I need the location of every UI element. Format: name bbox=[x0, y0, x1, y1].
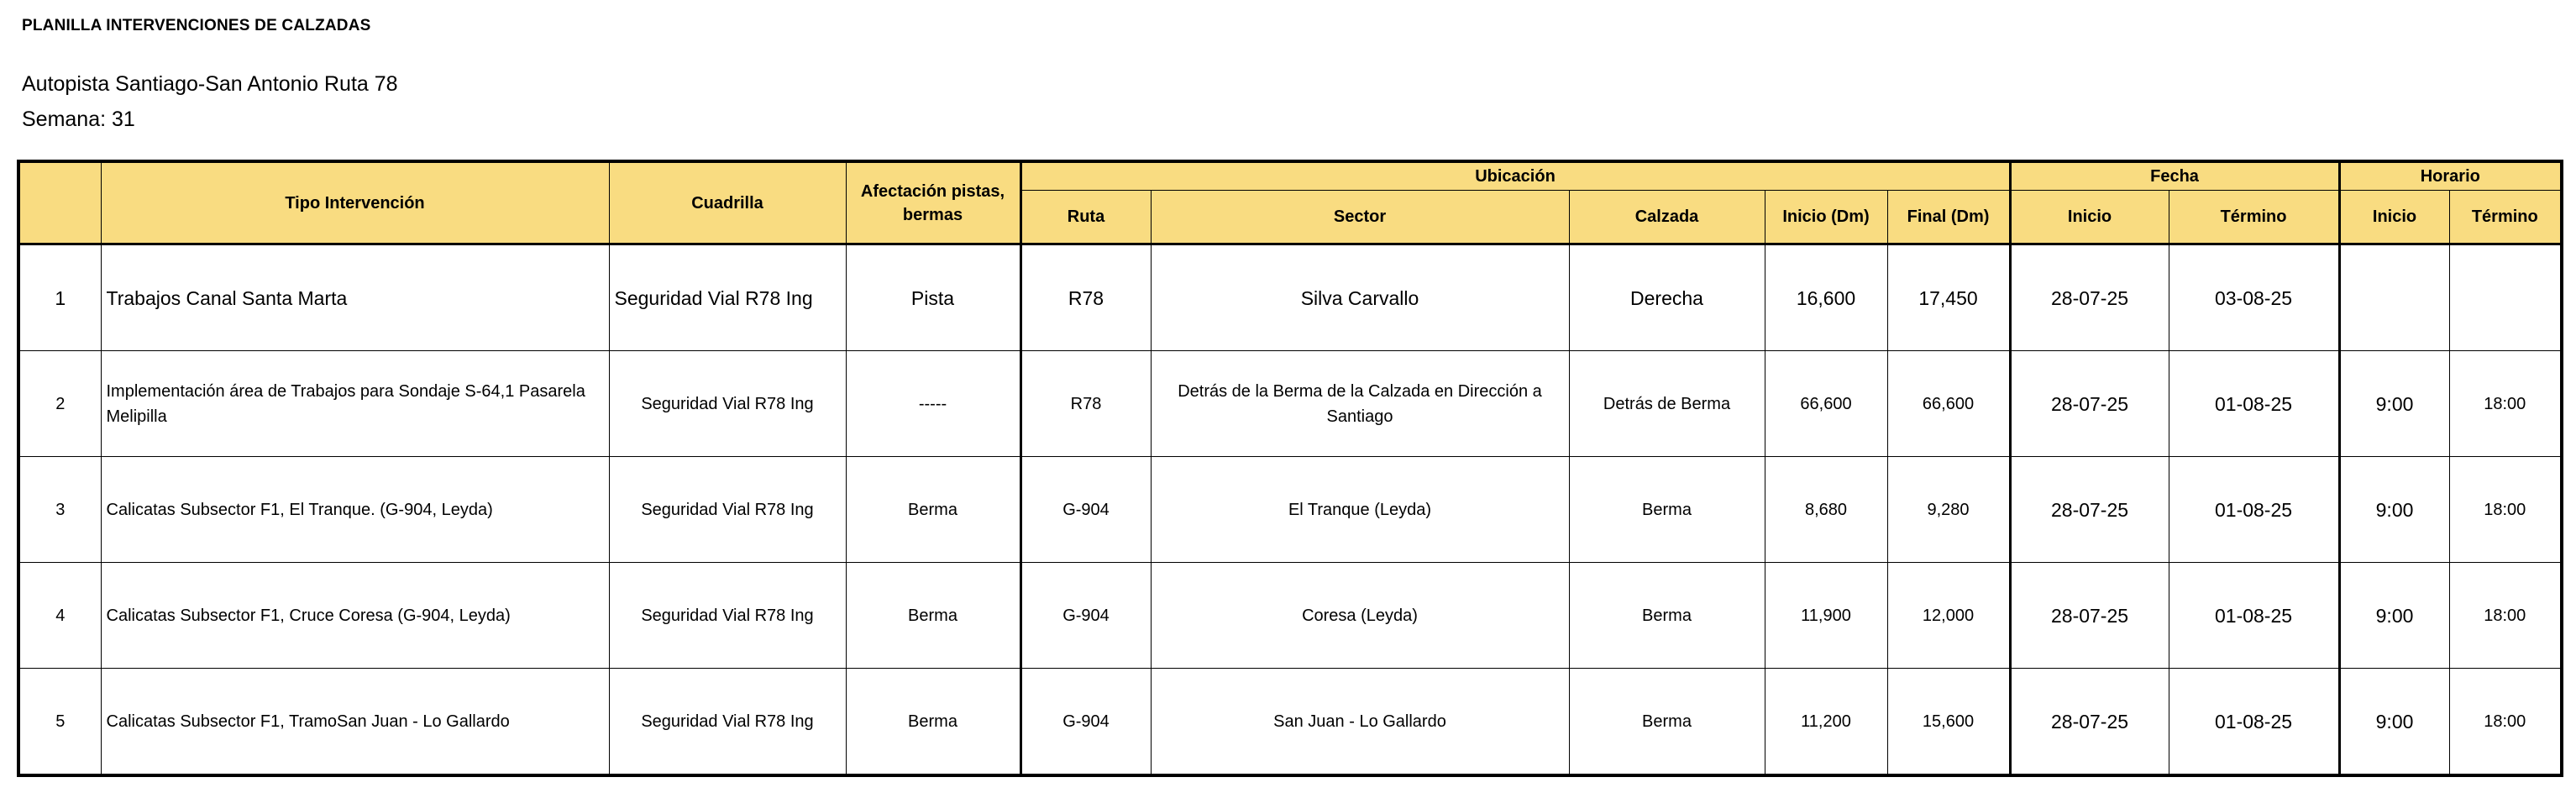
header-inicio-dm: Inicio (Dm) bbox=[1765, 191, 1887, 244]
cell-number: 5 bbox=[18, 669, 101, 776]
cell-cuadrilla: Seguridad Vial R78 Ing bbox=[609, 457, 846, 563]
cell-afectacion: Pista bbox=[846, 244, 1020, 351]
cell-final-dm: 17,450 bbox=[1887, 244, 2010, 351]
cell-number: 3 bbox=[18, 457, 101, 563]
cell-tipo: Implementación área de Trabajos para Sondaje S-64,1 Pasarela Melipilla bbox=[101, 351, 609, 457]
cell-hora-termino bbox=[2449, 244, 2562, 351]
cell-afectacion: Berma bbox=[846, 669, 1020, 776]
cell-cuadrilla: Seguridad Vial R78 Ing bbox=[609, 563, 846, 669]
cell-inicio-dm: 8,680 bbox=[1765, 457, 1887, 563]
header-final-dm: Final (Dm) bbox=[1887, 191, 2010, 244]
header-group-ubicacion: Ubicación bbox=[1020, 161, 2010, 191]
cell-ruta: G-904 bbox=[1020, 563, 1151, 669]
cell-hora-termino: 18:00 bbox=[2449, 351, 2562, 457]
cell-hora-termino: 18:00 bbox=[2449, 457, 2562, 563]
cell-fecha-termino: 01-08-25 bbox=[2169, 457, 2339, 563]
document-title: PLANILLA INTERVENCIONES DE CALZADAS bbox=[22, 17, 371, 34]
cell-ruta: R78 bbox=[1020, 244, 1151, 351]
header-cuadrilla: Cuadrilla bbox=[609, 161, 846, 244]
cell-sector: Coresa (Leyda) bbox=[1151, 563, 1569, 669]
cell-fecha-termino: 03-08-25 bbox=[2169, 244, 2339, 351]
cell-calzada: Berma bbox=[1569, 669, 1765, 776]
cell-inicio-dm: 16,600 bbox=[1765, 244, 1887, 351]
cell-calzada: Derecha bbox=[1569, 244, 1765, 351]
cell-fecha-termino: 01-08-25 bbox=[2169, 669, 2339, 776]
cell-hora-inicio: 9:00 bbox=[2339, 563, 2449, 669]
header-horario-inicio: Inicio bbox=[2339, 191, 2449, 244]
cell-afectacion: Berma bbox=[846, 457, 1020, 563]
header-sector: Sector bbox=[1151, 191, 1569, 244]
interventions-table bbox=[17, 160, 2563, 777]
cell-sector: Detrás de la Berma de la Calzada en Dirección a Santiago bbox=[1151, 351, 1569, 457]
header-group-horario: Horario bbox=[2339, 161, 2562, 191]
table-row bbox=[18, 563, 2562, 669]
cell-ruta: G-904 bbox=[1020, 669, 1151, 776]
cell-hora-termino: 18:00 bbox=[2449, 563, 2562, 669]
header-tipo-intervencion: Tipo Intervención bbox=[101, 161, 609, 244]
header-calzada: Calzada bbox=[1569, 191, 1765, 244]
cell-fecha-inicio: 28-07-25 bbox=[2010, 669, 2169, 776]
cell-final-dm: 66,600 bbox=[1887, 351, 2010, 457]
cell-afectacion: ----- bbox=[846, 351, 1020, 457]
table-row bbox=[18, 457, 2562, 563]
cell-sector: San Juan - Lo Gallardo bbox=[1151, 669, 1569, 776]
header-group-fecha: Fecha bbox=[2010, 161, 2339, 191]
highway-name: Autopista Santiago-San Antonio Ruta 78 bbox=[22, 72, 398, 96]
cell-sector: El Tranque (Leyda) bbox=[1151, 457, 1569, 563]
table-row bbox=[18, 244, 2562, 351]
cell-ruta: R78 bbox=[1020, 351, 1151, 457]
header-afectacion: Afectación pistas, bermas bbox=[846, 161, 1020, 244]
week-label: Semana: 31 bbox=[22, 108, 135, 131]
header-horario-termino: Término bbox=[2449, 191, 2562, 244]
cell-cuadrilla: Seguridad Vial R78 Ing bbox=[609, 669, 846, 776]
cell-tipo: Calicatas Subsector F1, El Tranque. (G-904, Leyda) bbox=[101, 457, 609, 563]
cell-final-dm: 12,000 bbox=[1887, 563, 2010, 669]
header-fecha-inicio: Inicio bbox=[2010, 191, 2169, 244]
cell-inicio-dm: 11,200 bbox=[1765, 669, 1887, 776]
cell-fecha-termino: 01-08-25 bbox=[2169, 351, 2339, 457]
header-row-groups bbox=[18, 161, 2562, 191]
cell-hora-inicio: 9:00 bbox=[2339, 457, 2449, 563]
cell-hora-inicio: 9:00 bbox=[2339, 351, 2449, 457]
header-fecha-termino: Término bbox=[2169, 191, 2339, 244]
cell-fecha-inicio: 28-07-25 bbox=[2010, 351, 2169, 457]
cell-final-dm: 15,600 bbox=[1887, 669, 2010, 776]
cell-number: 2 bbox=[18, 351, 101, 457]
cell-number: 4 bbox=[18, 563, 101, 669]
cell-hora-inicio bbox=[2339, 244, 2449, 351]
cell-ruta: G-904 bbox=[1020, 457, 1151, 563]
cell-sector: Silva Carvallo bbox=[1151, 244, 1569, 351]
cell-tipo: Trabajos Canal Santa Marta bbox=[101, 244, 609, 351]
cell-fecha-inicio: 28-07-25 bbox=[2010, 563, 2169, 669]
table-row bbox=[18, 669, 2562, 776]
cell-hora-inicio: 9:00 bbox=[2339, 669, 2449, 776]
cell-calzada: Detrás de Berma bbox=[1569, 351, 1765, 457]
cell-number: 1 bbox=[18, 244, 101, 351]
cell-calzada: Berma bbox=[1569, 457, 1765, 563]
cell-tipo: Calicatas Subsector F1, Cruce Coresa (G-904, Leyda) bbox=[101, 563, 609, 669]
cell-cuadrilla: Seguridad Vial R78 Ing bbox=[609, 351, 846, 457]
cell-calzada: Berma bbox=[1569, 563, 1765, 669]
cell-tipo: Calicatas Subsector F1, TramoSan Juan - Lo Gallardo bbox=[101, 669, 609, 776]
cell-inicio-dm: 11,900 bbox=[1765, 563, 1887, 669]
cell-fecha-inicio: 28-07-25 bbox=[2010, 244, 2169, 351]
cell-final-dm: 9,280 bbox=[1887, 457, 2010, 563]
table-row bbox=[18, 351, 2562, 457]
cell-inicio-dm: 66,600 bbox=[1765, 351, 1887, 457]
cell-cuadrilla: Seguridad Vial R78 Ing bbox=[609, 244, 846, 351]
cell-afectacion: Berma bbox=[846, 563, 1020, 669]
header-number bbox=[18, 161, 101, 244]
cell-hora-termino: 18:00 bbox=[2449, 669, 2562, 776]
cell-fecha-inicio: 28-07-25 bbox=[2010, 457, 2169, 563]
cell-fecha-termino: 01-08-25 bbox=[2169, 563, 2339, 669]
header-ruta: Ruta bbox=[1020, 191, 1151, 244]
